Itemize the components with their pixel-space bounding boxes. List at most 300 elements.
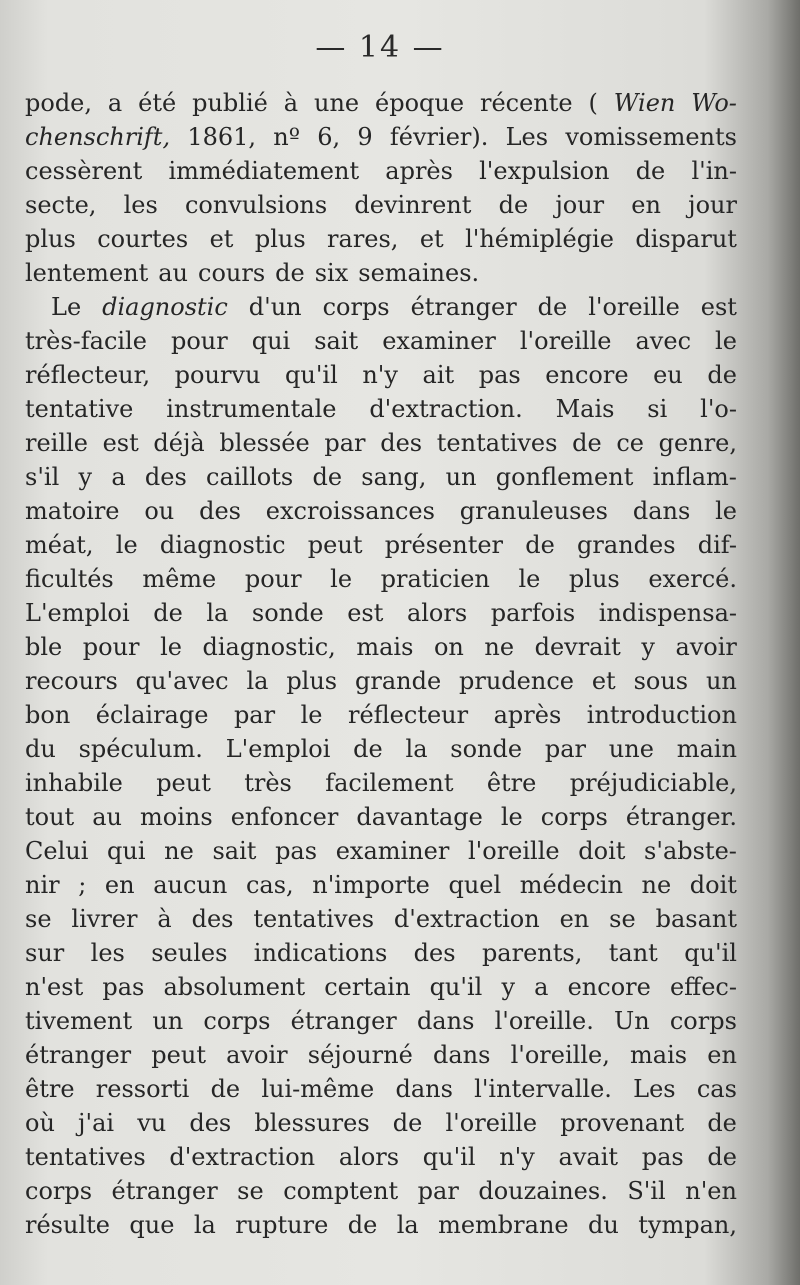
word: cas <box>696 1075 737 1103</box>
word: Celui <box>25 837 89 865</box>
word: pour <box>82 633 140 661</box>
word: au <box>158 259 189 287</box>
word: et <box>209 225 234 253</box>
word: secte, <box>25 191 97 219</box>
word: prudence <box>459 667 574 695</box>
word: instrumentale <box>166 395 337 423</box>
word: pourvu <box>174 361 261 389</box>
word: le <box>115 531 138 559</box>
word: médecin <box>519 871 623 899</box>
word: des <box>199 497 241 525</box>
word: doit <box>689 871 737 899</box>
word: grande <box>354 667 442 695</box>
word: dif- <box>697 531 737 559</box>
word: parfois <box>490 599 576 627</box>
word: tentative <box>25 395 134 423</box>
text-line <box>25 290 737 324</box>
word: l'oreille <box>445 1109 538 1137</box>
word: Les <box>505 123 549 151</box>
word: pas <box>478 361 521 389</box>
word: pas <box>641 1143 684 1171</box>
word: l'oreille. <box>494 1007 594 1035</box>
word: se <box>25 905 52 933</box>
word: ou <box>144 497 175 525</box>
word: déjà <box>153 429 205 457</box>
word: six <box>314 259 349 287</box>
word: encore <box>567 973 651 1001</box>
word: sur <box>25 939 65 967</box>
word: en <box>559 905 590 933</box>
word: sait <box>212 837 257 865</box>
word: effec- <box>669 973 737 1001</box>
word: n'y <box>499 1143 535 1171</box>
word: caillots <box>206 463 294 491</box>
word: sonde <box>251 599 324 627</box>
word: est <box>102 429 139 457</box>
word: si <box>647 395 668 423</box>
word: ressorti <box>95 1075 190 1103</box>
word: pode, <box>25 89 93 117</box>
word: jour <box>688 191 737 219</box>
word: l'oreille, <box>510 1041 610 1069</box>
word: étranger <box>410 293 517 321</box>
word: le <box>500 803 523 831</box>
word: qu'avec <box>135 667 229 695</box>
text-line <box>25 392 737 426</box>
word: a <box>107 89 123 117</box>
word: immédiatement <box>168 157 360 185</box>
word: qui <box>107 837 146 865</box>
word: de <box>210 1075 241 1103</box>
word: alors <box>338 1143 400 1171</box>
word: on <box>433 633 464 661</box>
word: résulte <box>25 1211 110 1239</box>
word: sous <box>633 667 689 695</box>
word: pas <box>275 837 318 865</box>
word: peut <box>151 1041 206 1069</box>
word: matoire <box>25 497 120 525</box>
word: granuleuses <box>459 497 608 525</box>
word: peut <box>307 531 363 559</box>
word: Le <box>51 293 82 321</box>
word: main <box>676 735 737 763</box>
word: parents, <box>481 939 583 967</box>
word: moins <box>140 803 213 831</box>
word: plus <box>286 667 338 695</box>
word: y <box>78 463 93 491</box>
word: ficultés <box>25 565 114 593</box>
word: même <box>142 565 217 593</box>
text-line <box>25 1208 737 1242</box>
word: examiner <box>382 327 496 355</box>
word: le <box>300 701 323 729</box>
word: mais <box>356 633 414 661</box>
word: être <box>486 769 537 797</box>
word: de <box>392 1109 423 1137</box>
word: dans <box>632 497 691 525</box>
text-line <box>25 222 737 256</box>
page-number: — 14 — <box>315 30 445 65</box>
text-line <box>25 494 737 528</box>
word: de <box>275 259 305 287</box>
word: pour <box>170 327 228 355</box>
word: de <box>347 1211 378 1239</box>
word: Wo- <box>691 89 737 117</box>
word: en <box>631 191 661 219</box>
word: spéculum. <box>78 735 203 763</box>
word: l'hémiplégie <box>465 225 614 253</box>
text-line <box>25 970 737 1004</box>
word: excroissances <box>265 497 435 525</box>
text-line <box>25 1004 737 1038</box>
word: étranger <box>290 1007 397 1035</box>
word: doit <box>578 837 626 865</box>
text-line <box>25 732 737 766</box>
word: cessèrent <box>25 157 143 185</box>
word: se <box>237 1177 264 1205</box>
word: ble <box>25 633 63 661</box>
word: le <box>715 327 737 355</box>
word: ne <box>641 871 672 899</box>
word: est <box>700 293 737 321</box>
word: exercé. <box>648 565 737 593</box>
word: de <box>153 599 183 627</box>
word: mais <box>630 1041 688 1069</box>
word: étranger <box>25 1041 132 1069</box>
word: qu'il <box>422 1143 476 1171</box>
word: ne <box>164 837 194 865</box>
word: douzaines. <box>478 1177 608 1205</box>
word: une <box>608 735 654 763</box>
word: de <box>498 191 529 219</box>
word: nº <box>273 123 301 151</box>
word: tentatives <box>253 905 375 933</box>
word: la <box>405 735 428 763</box>
word: L'emploi <box>225 735 331 763</box>
word: réflecteur <box>347 701 469 729</box>
word: préjudiciable, <box>569 769 737 797</box>
word: de <box>707 361 737 389</box>
word: séjourné <box>307 1041 413 1069</box>
word: de <box>537 293 568 321</box>
word: de <box>525 531 555 559</box>
text-line <box>25 256 737 290</box>
word: récente <box>479 89 573 117</box>
word: blessée <box>219 429 310 457</box>
word: Wien <box>613 89 676 117</box>
word: lentement <box>25 259 149 287</box>
text-line <box>25 1140 737 1174</box>
word: la <box>206 599 229 627</box>
word: enfoncer <box>230 803 339 831</box>
word: avoir <box>226 1041 288 1069</box>
word: sang, <box>361 463 427 491</box>
word: à <box>283 89 299 117</box>
word: Les <box>633 1075 676 1103</box>
word: sonde <box>450 735 523 763</box>
word: le <box>160 633 182 661</box>
word: de <box>635 157 666 185</box>
word: gonflement <box>495 463 634 491</box>
word: dans <box>432 1041 491 1069</box>
word: bon <box>25 701 71 729</box>
text-line <box>25 936 737 970</box>
word: vomissements <box>565 123 737 151</box>
word: très-facile <box>25 327 147 355</box>
word: corps <box>25 1177 93 1205</box>
word: des <box>144 463 187 491</box>
body-text <box>25 86 737 1242</box>
text-line <box>25 596 737 630</box>
word: la <box>396 1211 419 1239</box>
word: pas <box>102 973 145 1001</box>
word: cas, <box>245 871 294 899</box>
word: sait <box>314 327 359 355</box>
text-line <box>25 1106 737 1140</box>
word: encore <box>545 361 629 389</box>
word: S'il <box>627 1177 666 1205</box>
word: inhabile <box>25 769 123 797</box>
word: 9 <box>357 123 373 151</box>
word: les <box>90 939 125 967</box>
word: de <box>707 1143 737 1171</box>
word: introduction <box>586 701 737 729</box>
word: certain <box>324 973 411 1001</box>
text-line <box>25 698 737 732</box>
word: époque <box>375 89 465 117</box>
word: grandes <box>577 531 676 559</box>
word: par <box>233 701 276 729</box>
word: par <box>417 1177 459 1205</box>
word: lui-même <box>261 1075 375 1103</box>
word: très <box>244 769 292 797</box>
word: les <box>123 191 158 219</box>
word: l'oreille <box>467 837 560 865</box>
word: ait <box>422 361 455 389</box>
word: du <box>25 735 56 763</box>
word: étranger <box>111 1177 218 1205</box>
word: corps <box>669 1007 737 1035</box>
word: des <box>191 905 234 933</box>
text-line <box>25 188 737 222</box>
word: peut <box>156 769 211 797</box>
word: jour <box>555 191 605 219</box>
word: rupture <box>235 1211 329 1239</box>
word: l'oreille <box>588 293 680 321</box>
text-line <box>25 460 737 494</box>
text-line <box>25 86 737 120</box>
word: absolument <box>163 973 306 1001</box>
word: présenter <box>384 531 504 559</box>
word: alors <box>406 599 468 627</box>
word: qui <box>251 327 291 355</box>
word: à <box>157 905 172 933</box>
word: n'y <box>362 361 398 389</box>
word: n'importe <box>312 871 430 899</box>
word: des <box>380 429 423 457</box>
word: dans <box>395 1075 453 1103</box>
word: j'ai <box>78 1109 115 1137</box>
word: basant <box>655 905 737 933</box>
word: des <box>189 1109 232 1137</box>
word: le <box>518 565 541 593</box>
word: est <box>347 599 384 627</box>
word: recours <box>25 667 118 695</box>
word: rares, <box>327 225 399 253</box>
text-line <box>25 1174 737 1208</box>
text-line <box>25 1038 737 1072</box>
word: après <box>493 701 562 729</box>
word: tant <box>608 939 658 967</box>
word: membrane <box>438 1211 569 1239</box>
word: qu'il <box>429 973 483 1001</box>
word: et <box>419 225 444 253</box>
word: une <box>313 89 360 117</box>
word: qu'il <box>285 361 338 389</box>
text-line <box>25 766 737 800</box>
word: un <box>152 1007 184 1035</box>
word: méat, <box>25 531 94 559</box>
word: de <box>312 463 343 491</box>
word: genre, <box>658 429 737 457</box>
word: diagnostic <box>102 293 228 321</box>
word: d'extraction <box>169 1143 316 1171</box>
word: nir <box>25 871 60 899</box>
word: diagnostic <box>159 531 286 559</box>
word: comptent <box>283 1177 399 1205</box>
word: Mais <box>555 395 615 423</box>
word: des <box>413 939 456 967</box>
word: dans <box>416 1007 475 1035</box>
word: réflecteur, <box>25 361 151 389</box>
word: pour <box>244 565 302 593</box>
word: avec <box>635 327 692 355</box>
word: éclairage <box>95 701 209 729</box>
word: livrer <box>71 905 138 933</box>
word: convulsions <box>184 191 328 219</box>
word: en <box>104 871 135 899</box>
word: praticien <box>380 565 490 593</box>
word: n'est <box>25 973 84 1001</box>
word: devinrent <box>354 191 472 219</box>
word: tout <box>25 803 75 831</box>
word: cours <box>198 259 266 287</box>
word: avait <box>558 1143 619 1171</box>
word: ( <box>588 89 598 117</box>
word: ne <box>484 633 515 661</box>
word: l'in- <box>691 157 737 185</box>
word: devrait <box>534 633 621 661</box>
word: que <box>129 1211 175 1239</box>
word: plus <box>568 565 620 593</box>
word: au <box>92 803 122 831</box>
word: être <box>25 1075 75 1103</box>
word: par <box>544 735 587 763</box>
word: et <box>591 667 616 695</box>
word: l'expulsion <box>479 157 610 185</box>
word: se <box>609 905 636 933</box>
word: provenant <box>560 1109 685 1137</box>
word: été <box>138 89 177 117</box>
word: s'il <box>25 463 60 491</box>
text-line <box>25 528 737 562</box>
word: un <box>445 463 477 491</box>
word: en <box>707 1041 737 1069</box>
text-line <box>25 120 737 154</box>
word: de <box>572 429 602 457</box>
word: l'oreille <box>519 327 612 355</box>
text-line <box>25 630 737 664</box>
word: examiner <box>335 837 450 865</box>
word: tentatives <box>25 1143 146 1171</box>
word: tympan, <box>638 1211 737 1239</box>
word: de <box>353 735 383 763</box>
word: diagnostic, <box>202 633 336 661</box>
word: tivement <box>25 1007 133 1035</box>
word: d'un <box>248 293 302 321</box>
text-line <box>25 154 737 188</box>
word: semaines. <box>358 259 480 287</box>
word: tentatives <box>436 429 558 457</box>
word: reille <box>25 429 88 457</box>
text-line <box>25 664 737 698</box>
word: Un <box>614 1007 650 1035</box>
word: le <box>330 565 353 593</box>
word: le <box>715 497 737 525</box>
word: corps <box>322 293 390 321</box>
word: publié <box>192 89 268 117</box>
word: l'o- <box>700 395 737 423</box>
text-line <box>25 868 737 902</box>
word: corps <box>203 1007 271 1035</box>
word: d'extraction. <box>369 395 523 423</box>
word: L'emploi <box>25 599 130 627</box>
word: seules <box>151 939 228 967</box>
word: indispensa- <box>598 599 737 627</box>
word: indications <box>253 939 388 967</box>
word: aucun <box>153 871 228 899</box>
word: qu'il <box>684 939 737 967</box>
word: la <box>246 667 269 695</box>
text-line <box>25 800 737 834</box>
word: après <box>385 157 453 185</box>
word: 6, <box>317 123 341 151</box>
word: d'extraction <box>393 905 540 933</box>
text-line <box>25 426 737 460</box>
word: 1861, <box>187 123 257 151</box>
text-line <box>25 902 737 936</box>
word: l'intervalle. <box>474 1075 612 1103</box>
word: inflam- <box>652 463 737 491</box>
word: étranger. <box>625 803 737 831</box>
word: blessures <box>254 1109 370 1137</box>
text-line <box>25 324 737 358</box>
word: plus <box>254 225 306 253</box>
text-line <box>25 834 737 868</box>
word: disparut <box>635 225 737 253</box>
word: ce <box>616 429 644 457</box>
word: février). <box>389 123 489 151</box>
word: chenschrift, <box>25 123 171 151</box>
word: a <box>534 973 549 1001</box>
word: s'abste- <box>644 837 737 865</box>
word: par <box>324 429 366 457</box>
word: a <box>111 463 126 491</box>
word: courtes <box>97 225 189 253</box>
word: facilement <box>325 769 454 797</box>
word: vu <box>137 1109 167 1137</box>
text-line <box>25 562 737 596</box>
